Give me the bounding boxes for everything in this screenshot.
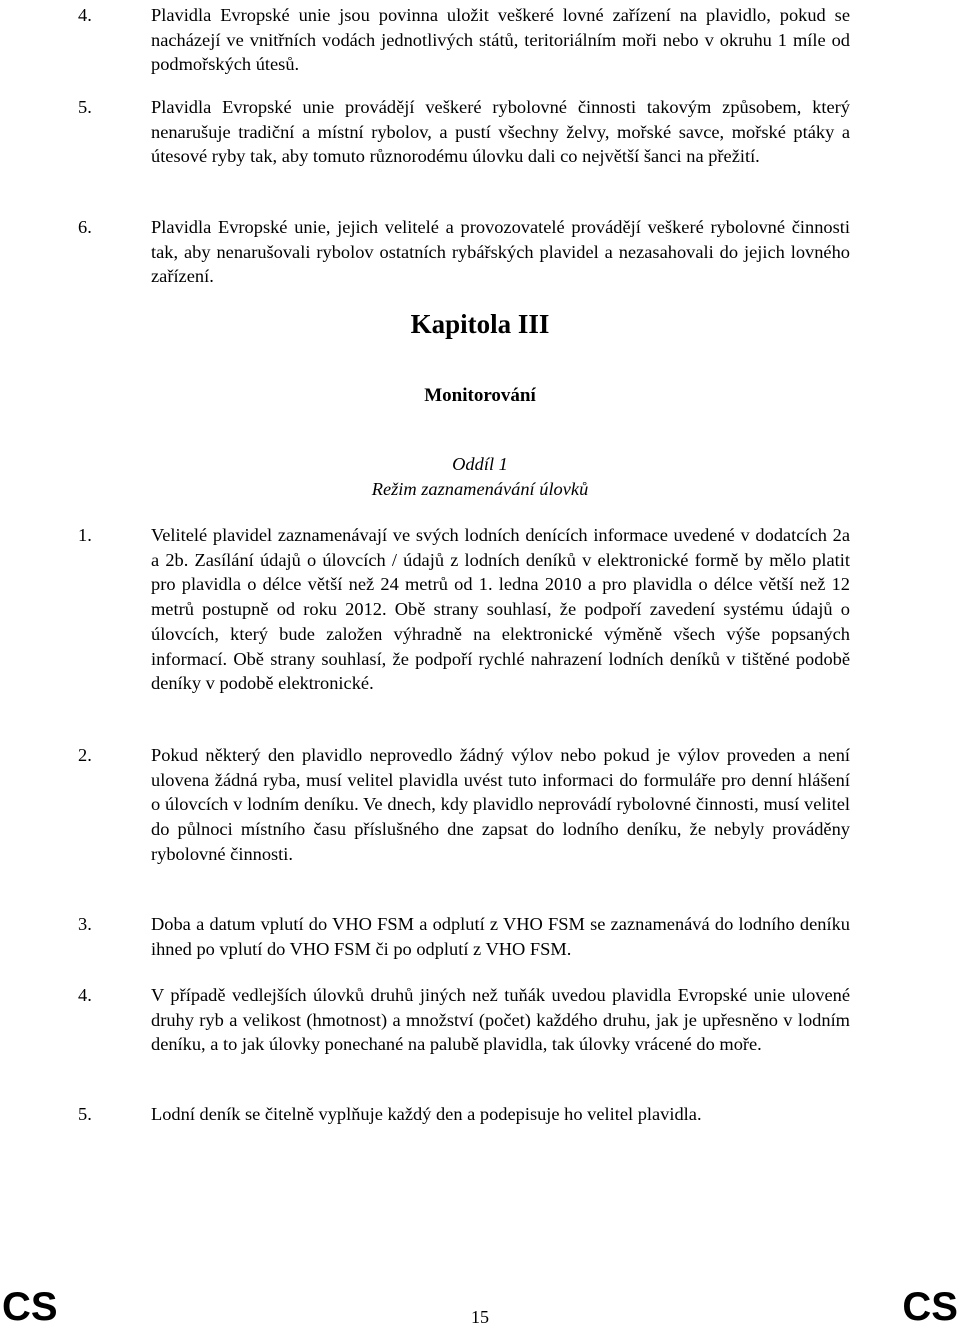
item-number: 1.: [78, 525, 92, 545]
item-text: Plavidla Evropské unie provádějí veškeré rybolovné činnosti takovým způsobem, který nenarušuje tradiční a místní rybolov, a pustí všechny želvy, mořské savce, mořské ptáky a útesové ryby tak, aby tomuto různorodému úlovku dali co největší šanci na přežití.: [151, 97, 850, 167]
paragraph-5-top: [78, 95, 850, 169]
item-text: Velitelé plavidel zaznamenávají ve svých lodních denících informace uvedené v dodatcích 2a a 2b. Zasílání údajů o úlovcích / údajů z lodních deníků v elektronické formě by mělo platit pro plavidla o délce větší než 24 metrů od 1. ledna 2010 a pro plavidla o délce větší než 12 metrů postupně od roku 2012. Obě strany souhlasí, že podpoří zavedení systému údajů o úlovcích, který bude založen výhradně na elektronické výměně všech výše popsaných informací. Obě strany souhlasí, že podpoří rychlé nahrazení lodních deníků v tištěné podobě deníky v podobě elektronické.: [151, 525, 850, 694]
item-number: 5.: [78, 1104, 92, 1124]
item-text: Lodní deník se čitelně vyplňuje každý den a podepisuje ho velitel plavidla.: [151, 1104, 702, 1124]
item-text: Plavidla Evropské unie, jejich velitelé a provozovatelé provádějí veškeré rybolovné činnosti tak, aby nenarušovali rybolov ostatních rybářských plavidel a nezasahovali do jejich lovného zařízení.: [151, 217, 850, 287]
division-title: Režim zaznamenávání úlovků: [371, 478, 589, 499]
paragraph-3: [78, 912, 850, 961]
section-title: Monitorování: [424, 385, 536, 406]
item-number: 3.: [78, 914, 92, 934]
division-heading: [0, 452, 960, 501]
item-number: 2.: [78, 745, 92, 765]
division-number: Oddíl 1: [452, 454, 508, 474]
item-number: 4.: [78, 5, 92, 25]
paragraph-1: [78, 523, 850, 696]
item-text: Doba a datum vplutí do VHO FSM a odplutí z VHO FSM se zaznamenává do lodního deníku ihned po vplutí do VHO FSM či po odplutí z VHO FSM.: [151, 914, 850, 959]
paragraph-4-top: [78, 3, 850, 77]
item-text: Pokud některý den plavidlo neprovedlo žádný výlov nebo pokud je výlov proveden a není ulovena žádná ryba, musí velitel plavidla uvést tuto informaci do formuláře pro denní hlášení o úlovcích v lodním deníku. Ve dnech, kdy plavidlo neprovádí rybolovné činnosti, musí velitel do půlnoci místního času příslušného dne zapsat do lodního deníku, že nebyly prováděny rybolovné činnosti.: [151, 745, 850, 864]
item-text: Plavidla Evropské unie jsou povinna uložit veškeré lovné zařízení na plavidlo, pokud se nacházejí ve vnitřních vodách jednotlivých států, teritoriálním moři nebo v okruhu 1 míle od podmořských útesů.: [151, 5, 850, 75]
footer-language-mark-left: CS: [2, 1285, 58, 1329]
item-number: 4.: [78, 985, 92, 1005]
paragraph-5: [78, 1102, 850, 1127]
chapter-title: Kapitola III: [410, 309, 550, 339]
paragraph-4: [78, 983, 850, 1057]
item-number: 5.: [78, 97, 92, 117]
paragraph-2: [78, 743, 850, 867]
page-number: 15: [471, 1307, 489, 1327]
paragraph-6-top: [78, 215, 850, 289]
item-number: 6.: [78, 217, 92, 237]
footer-language-mark-right: CS: [902, 1285, 958, 1329]
item-text: V případě vedlejších úlovků druhů jiných než tuňák uvedou plavidla Evropské unie ulovené druhy ryb a velikost (hmotnost) a množství (počet) každého druhu, jak je upřesněno v lodním deníku, a to jak úlovky ponechané na palubě plavidla, tak úlovky vrácené do moře.: [151, 985, 850, 1055]
